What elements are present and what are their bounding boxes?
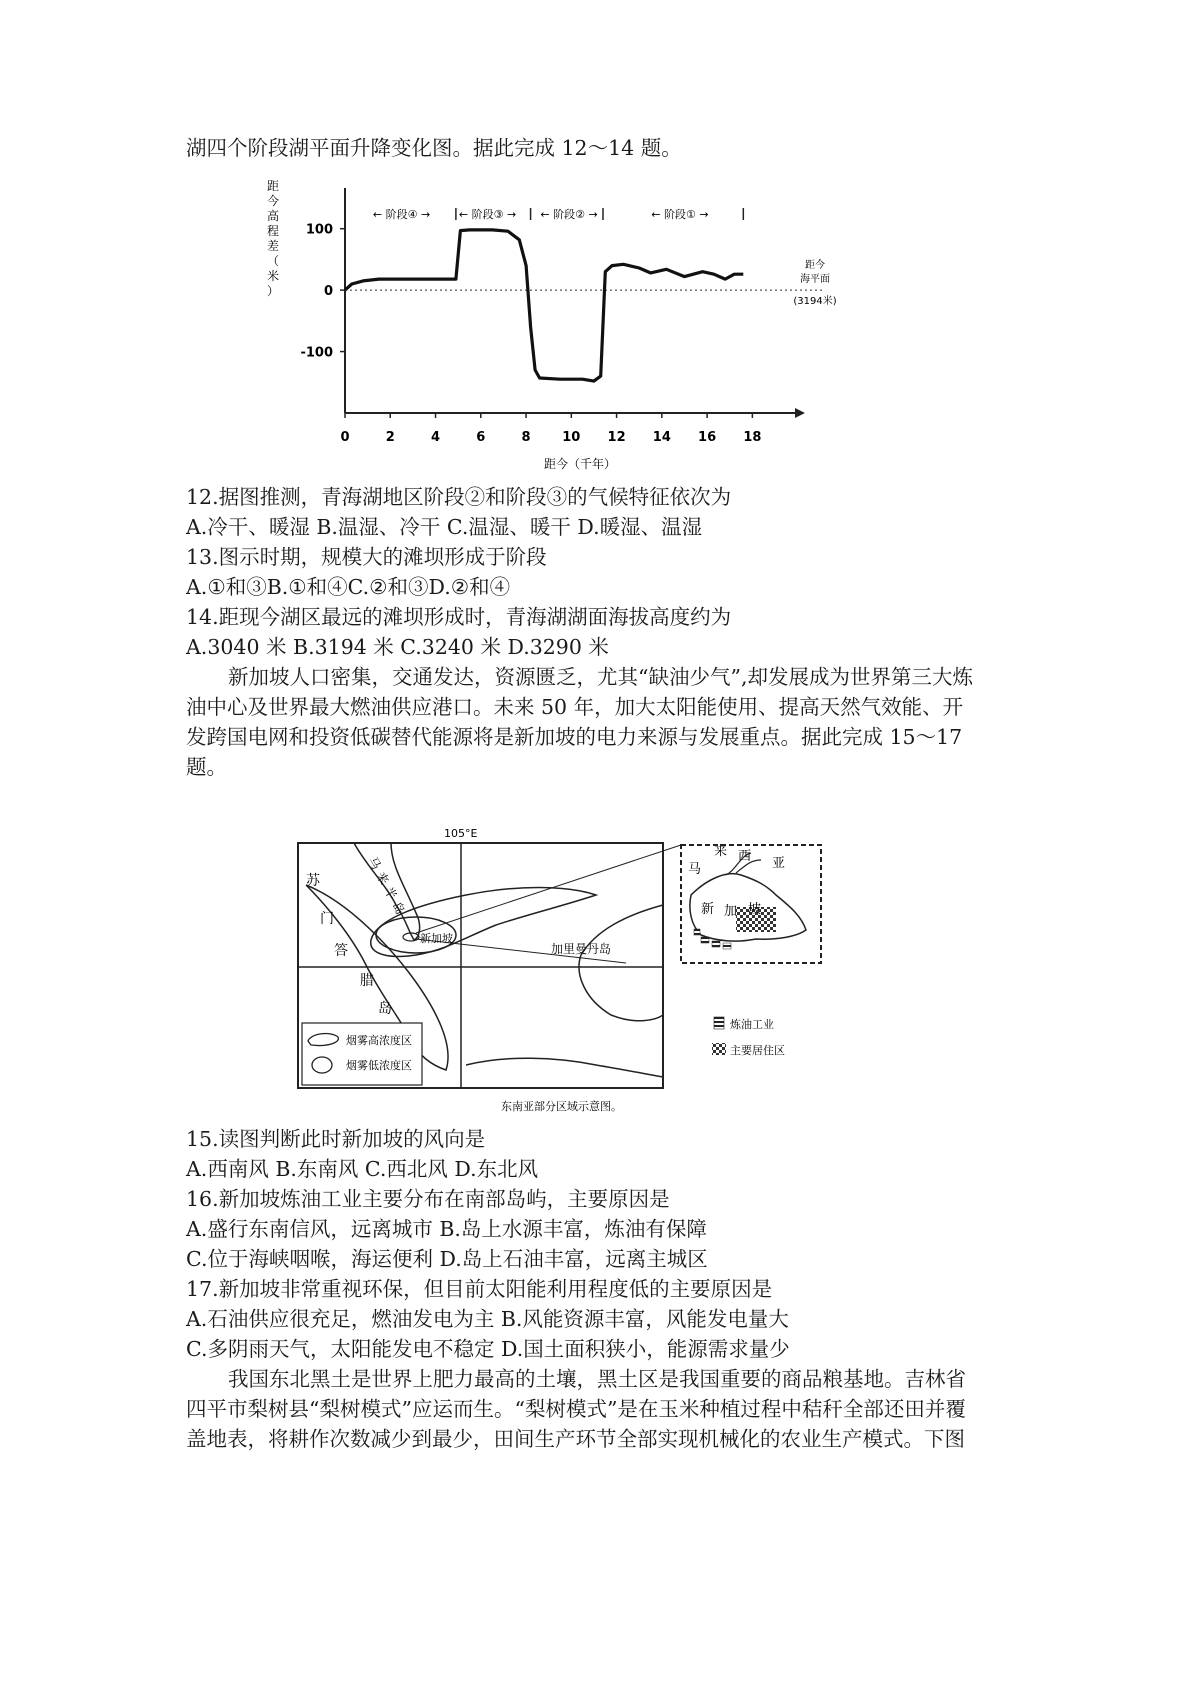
inset-label-jia: 加	[724, 904, 738, 919]
x-tick-label: 4	[431, 430, 441, 445]
stage-label: ← 阶段③ →	[458, 208, 517, 221]
q16-options-2: C.位于海峡咽喉，海运便利 D.岛上石油丰富，远离主城区	[186, 1247, 708, 1271]
x-tick-label: 0	[340, 430, 350, 445]
y-axis-label-char: 高	[267, 209, 280, 223]
sumatra-label-2: 门	[320, 911, 334, 927]
singapore-label: 新加坡	[420, 932, 453, 945]
y-axis-label-char: （	[267, 254, 280, 268]
y-tick-label: 0	[323, 284, 333, 300]
y-tick-label: -100	[300, 345, 333, 361]
inset-label-xin: 新	[701, 902, 715, 917]
x-tick-label: 6	[476, 430, 486, 445]
x-axis-label: 距今（千年）	[543, 457, 617, 471]
reference-label-line3: (3194米)	[793, 296, 837, 308]
para3-line2: 四平市梨树县“梨树模式”应运而生。“梨树模式”是在玉米种植过程中秸秆全部还田并覆	[186, 1397, 966, 1421]
stage-label: ← 阶段① →	[651, 208, 709, 221]
x-tick-label: 18	[743, 430, 762, 445]
legend-high-label: 烟雾高浓度区	[346, 1034, 412, 1047]
malay-label-3: 半	[381, 884, 400, 902]
q17-options-1: A.石油供应很充足，燃油发电为主 B.风能资源丰富，风能发电量大	[186, 1307, 789, 1331]
para3-line1: 我国东北黑土是世界上肥力最高的土壤，黑土区是我国重要的商品粮基地。吉林省	[228, 1367, 966, 1391]
y-axis-label-char: ）	[267, 284, 280, 298]
reference-label-line2: 海平面	[800, 274, 830, 286]
refinery-legend-label: 炼油工业	[730, 1018, 774, 1031]
inset-label-po: 坡	[748, 902, 762, 917]
inset-label-xi: 西	[738, 849, 752, 864]
q15-stem: 15.读图判断此时新加坡的风向是	[186, 1127, 486, 1151]
q14-stem: 14.距现今湖区最远的滩坝形成时，青海湖湖面海拔高度约为	[186, 605, 732, 629]
x-tick-label: 12	[607, 430, 626, 445]
malay-label-4: 岛	[389, 899, 408, 917]
y-axis-label-char: 今	[267, 194, 280, 208]
southeast-asia-map	[296, 825, 916, 1115]
x-tick-label: 10	[562, 430, 581, 445]
lake-level-series-line	[345, 230, 743, 381]
para2-line1: 新加坡人口密集，交通发达，资源匮乏，尤其“缺油少气”,却发展成为世界第三大炼	[228, 665, 973, 689]
q15-options: A.西南风 B.东南风 C.西北风 D.东北风	[186, 1157, 539, 1181]
map-legend-box	[302, 1023, 422, 1085]
x-tick-label: 14	[652, 430, 671, 445]
q12-stem: 12.据图推测，青海湖地区阶段②和阶段③的气候特征依次为	[186, 485, 732, 509]
y-axis-label-char: 差	[267, 239, 280, 253]
q14-options: A.3040 米 B.3194 米 C.3240 米 D.3290 米	[186, 635, 609, 659]
residential-legend-symbol	[712, 1043, 726, 1055]
q17-stem: 17.新加坡非常重视环保，但目前太阳能利用程度低的主要原因是	[186, 1277, 773, 1301]
kalimantan-label: 加里曼丹岛	[551, 942, 612, 956]
java-outline	[466, 1058, 663, 1077]
y-axis-label-char: 米	[267, 269, 280, 283]
x-axis-arrow	[795, 408, 805, 418]
lake-level-chart	[255, 178, 855, 478]
inset-label-ya: 亚	[772, 856, 786, 871]
stage-label: ← 阶段④ →	[372, 208, 431, 221]
sumatra-label-3: 答	[334, 943, 348, 959]
inset-label-lai: 来	[714, 844, 728, 859]
x-tick-label: 16	[698, 430, 717, 445]
sumatra-label-5: 岛	[378, 1001, 392, 1017]
longitude-label: 105°E	[444, 827, 478, 840]
intro-line: 湖四个阶段湖平面升降变化图。据此完成 12～14 题。	[186, 136, 682, 160]
para2-line2: 油中心及世界最大燃油供应港口。未来 50 年，加大太阳能使用、提高天然气效能、开	[186, 695, 964, 719]
y-axis-label-char: 程	[267, 224, 280, 238]
para2-line4: 题。	[186, 755, 227, 779]
malay-label-1: 马	[365, 854, 384, 872]
q13-stem: 13.图示时期，规模大的滩坝形成于阶段	[186, 545, 547, 569]
reference-label-line1: 距今	[805, 260, 825, 272]
para2-line3: 发跨国电网和投资低碳替代能源将是新加坡的电力来源与发展重点。据此完成 15～17	[186, 725, 963, 749]
refinery-legend-symbol	[714, 1017, 724, 1029]
residential-legend-label: 主要居住区	[730, 1044, 785, 1057]
malay-label-2: 来	[373, 869, 392, 887]
y-tick-label: 100	[305, 222, 333, 238]
inset-pointer-top	[416, 845, 681, 933]
map-caption: 东南亚部分区域示意图。	[501, 1100, 622, 1113]
para3-line3: 盖地表，将耕作次数减少到最少，田间生产环节全部实现机械化的农业生产模式。下图	[186, 1427, 965, 1451]
inset-label-ma: 马	[688, 862, 702, 877]
q13-options: A.①和③B.①和④C.②和③D.②和④	[186, 575, 511, 599]
x-tick-label: 2	[385, 430, 395, 445]
stage-label: ← 阶段② →	[540, 208, 598, 221]
q12-options: A.冷干、暖湿 B.温湿、冷干 C.温湿、暖干 D.暖湿、温湿	[186, 515, 703, 539]
x-tick-label: 8	[521, 430, 531, 445]
q16-stem: 16.新加坡炼油工业主要分布在南部岛屿，主要原因是	[186, 1187, 670, 1211]
sumatra-label-1: 苏	[306, 873, 320, 889]
sumatra-label-4: 腊	[360, 973, 374, 989]
y-axis-label-char: 距	[267, 179, 280, 193]
legend-low-label: 烟雾低浓度区	[346, 1059, 412, 1072]
q16-options-1: A.盛行东南信风，远离城市 B.岛上水源丰富，炼油有保障	[186, 1217, 707, 1241]
q17-options-2: C.多阴雨天气，太阳能发电不稳定 D.国土面积狭小，能源需求量少	[186, 1337, 790, 1361]
